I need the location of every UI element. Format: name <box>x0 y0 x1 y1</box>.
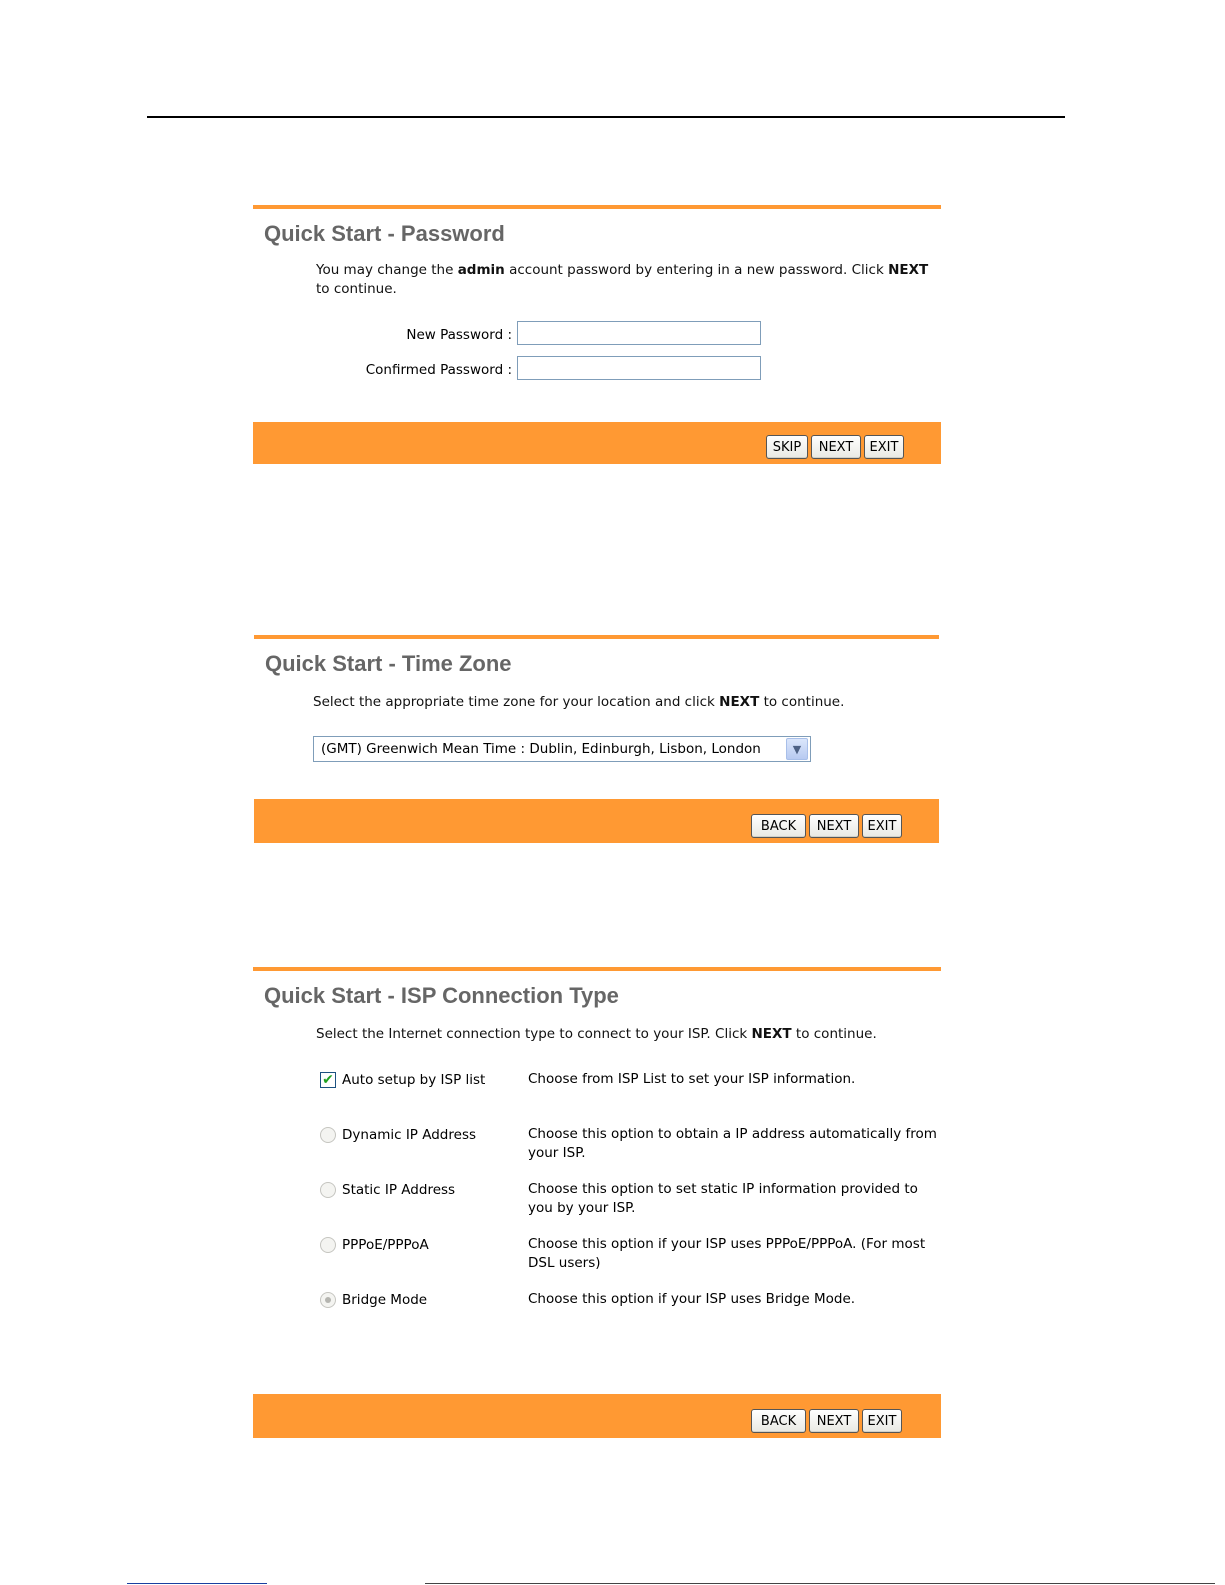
exit-button[interactable]: EXIT <box>864 435 904 459</box>
option-label: Bridge Mode <box>342 1292 428 1308</box>
radio-selected-dot <box>325 1297 331 1303</box>
option-description: Choose this option if your ISP uses PPPoE/PPPoA. (For most DSL users) <box>528 1236 926 1271</box>
instructions-text <box>313 693 933 712</box>
timezone-panel <box>254 635 939 843</box>
next-button[interactable]: NEXT <box>811 435 861 459</box>
timezone-selected-value: (GMT) Greenwich Mean Time : Dublin, Edinburgh, Lisbon, London <box>321 741 761 757</box>
back-button[interactable]: BACK <box>751 814 806 838</box>
footer-rule-right <box>425 1583 1215 1584</box>
button-bar <box>254 799 939 843</box>
desc-bold-admin: admin <box>457 262 505 278</box>
instructions-text <box>316 1025 936 1044</box>
exit-button[interactable]: EXIT <box>862 1409 902 1433</box>
desc-text: account password by entering in a new password. Click <box>504 262 889 278</box>
button-bar <box>253 1394 941 1438</box>
footer-rule-left <box>127 1583 267 1584</box>
static-ip-radio[interactable] <box>320 1182 336 1198</box>
confirmed-password-label: Confirmed Password : <box>365 362 512 378</box>
option-description: Choose from ISP List to set your ISP information. <box>528 1071 856 1087</box>
bridge-mode-radio[interactable] <box>320 1292 336 1308</box>
desc-bold-next: NEXT <box>719 694 760 710</box>
desc-text: Select the Internet connection type to connect to your ISP. Click <box>316 1026 752 1042</box>
button-group <box>766 435 904 459</box>
next-button[interactable]: NEXT <box>809 814 859 838</box>
auto-setup-checkbox[interactable]: ✔ <box>320 1072 336 1088</box>
back-button[interactable]: BACK <box>751 1409 806 1433</box>
option-control[interactable] <box>320 1072 485 1088</box>
new-password-input[interactable] <box>517 321 761 345</box>
desc-text: Select the appropriate time zone for your location and click <box>313 694 720 710</box>
option-description: Choose this option to set static IP information provided to you by your ISP. <box>528 1181 918 1216</box>
desc-bold-next: NEXT <box>888 262 929 278</box>
pppoe-radio[interactable] <box>320 1237 336 1253</box>
option-description: Choose this option to obtain a IP address automatically from your ISP. <box>528 1126 937 1161</box>
chevron-down-icon[interactable]: ▼ <box>786 738 808 760</box>
dynamic-ip-radio[interactable] <box>320 1127 336 1143</box>
new-password-label: New Password : <box>406 327 512 343</box>
option-control[interactable] <box>320 1182 455 1198</box>
timezone-select[interactable] <box>313 736 811 762</box>
desc-text: to continue. <box>791 1026 877 1042</box>
button-group <box>751 1409 902 1433</box>
page-title: Quick Start - Time Zone <box>265 651 512 676</box>
option-label: Static IP Address <box>342 1182 456 1198</box>
password-panel <box>253 205 941 464</box>
panel-top-border <box>253 967 941 971</box>
panel-top-border <box>254 635 939 639</box>
page-title: Quick Start - Password <box>264 221 505 246</box>
option-description: Choose this option if your ISP uses Bridge Mode. <box>528 1291 856 1307</box>
next-button[interactable]: NEXT <box>809 1409 859 1433</box>
desc-text: You may change the <box>316 262 458 278</box>
desc-bold-next: NEXT <box>751 1026 792 1042</box>
button-group <box>751 814 902 838</box>
option-label: Dynamic IP Address <box>342 1127 477 1143</box>
option-control[interactable] <box>320 1292 427 1308</box>
button-bar <box>253 422 941 464</box>
option-control[interactable] <box>320 1237 429 1253</box>
instructions-text <box>316 261 936 299</box>
page-header-rule <box>147 116 1065 118</box>
desc-text: to continue. <box>759 694 845 710</box>
skip-button[interactable]: SKIP <box>766 435 808 459</box>
option-label: PPPoE/PPPoA <box>342 1237 429 1253</box>
option-label: Auto setup by ISP list <box>342 1072 486 1088</box>
confirmed-password-input[interactable] <box>517 356 761 380</box>
option-control[interactable] <box>320 1127 476 1143</box>
panel-top-border <box>253 205 941 209</box>
desc-text: to continue. <box>316 281 397 297</box>
exit-button[interactable]: EXIT <box>862 814 902 838</box>
isp-connection-panel <box>253 967 941 1438</box>
page-title: Quick Start - ISP Connection Type <box>264 983 619 1008</box>
